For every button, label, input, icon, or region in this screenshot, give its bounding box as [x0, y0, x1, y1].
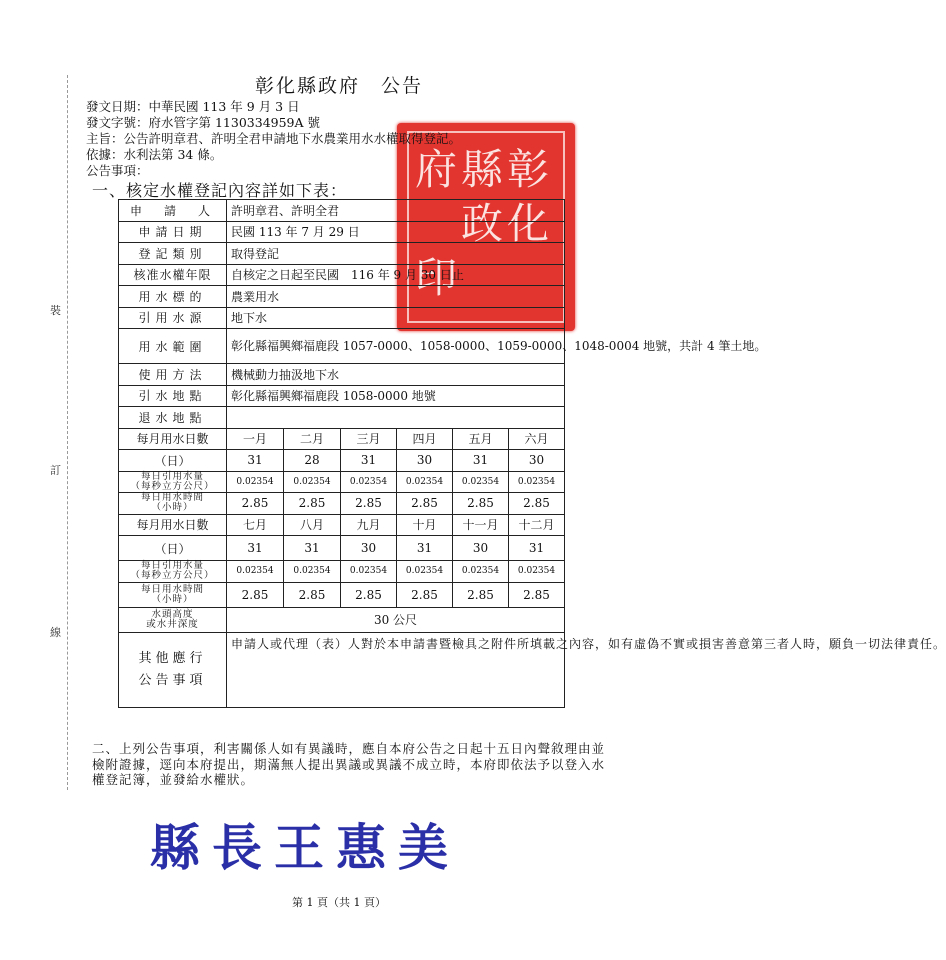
hours-cell: 2.85 — [341, 582, 397, 607]
hours-cell: 2.85 — [284, 493, 341, 515]
well-depth-label-line1: 水頭高度 — [151, 608, 194, 620]
hours-label-line1: 每日用水時間 — [140, 492, 204, 504]
month-cell: 十月 — [397, 514, 453, 536]
row-label: 登記類別 — [119, 243, 227, 265]
announcement-matters-label: 公告事項： — [86, 163, 149, 178]
days-unit: （日） — [119, 450, 227, 472]
table-row — [119, 536, 565, 561]
table-row — [119, 221, 565, 243]
table-row — [119, 471, 565, 493]
other-matters-value: 申請人或代理（表）人對於本申請書暨檢具之附件所填載之內容，如有虛偽不實或損害善意第三者人時，願負一切法律責任。 — [227, 632, 565, 707]
other-matters-label — [119, 632, 227, 707]
table-row — [119, 428, 565, 450]
flow-label-line2: （每秒立方公尺） — [130, 570, 215, 582]
hours-label — [119, 493, 227, 515]
table-row — [119, 632, 565, 707]
hours-cell: 2.85 — [227, 493, 284, 515]
month-cell: 一月 — [227, 428, 284, 450]
row-label: 引用水源 — [119, 307, 227, 329]
table-row — [119, 307, 565, 329]
table-row — [119, 450, 565, 472]
table-row — [119, 264, 565, 286]
document-title: 彰化縣政府 公告 — [254, 75, 423, 97]
water-use-purpose-value: 農業用水 — [227, 286, 565, 308]
row-label: 退水地點 — [119, 407, 227, 429]
month-cell: 五月 — [453, 428, 509, 450]
official-seal-stamp: 彰 化 縣 政 府 印 — [397, 123, 575, 331]
days-label: 每月用水日數 — [119, 514, 227, 536]
flow-cell: 0.02354 — [227, 471, 284, 493]
binding-char-ding: 訂 — [50, 464, 61, 477]
legal-basis: 依據：水利法第 34 條。 — [86, 147, 223, 162]
registration-type-value: 取得登記 — [227, 243, 565, 265]
flow-cell: 0.02354 — [509, 561, 565, 583]
flow-cell: 0.02354 — [284, 561, 341, 583]
hours-label-line1: 每日用水時間 — [140, 583, 204, 595]
row-label: 引水地點 — [119, 385, 227, 407]
flow-cell: 0.02354 — [341, 561, 397, 583]
hours-label — [119, 582, 227, 607]
table-row — [119, 200, 565, 222]
table-row — [119, 561, 565, 583]
flow-cell: 0.02354 — [509, 471, 565, 493]
row-label: 用水範圍 — [119, 329, 227, 364]
flow-cell: 0.02354 — [227, 561, 284, 583]
table-row — [119, 243, 565, 265]
section-1-heading: 一、核定水權登記內容詳如下表： — [92, 181, 348, 200]
binding-char-xian: 線 — [50, 626, 61, 639]
water-rights-table — [118, 199, 946, 708]
table-row — [119, 514, 565, 536]
applicant-value: 許明章君、許明全君 — [227, 200, 565, 222]
month-cell: 九月 — [341, 514, 397, 536]
table-row — [119, 493, 565, 515]
days-cell: 30 — [509, 450, 565, 472]
days-label: 每月用水日數 — [119, 428, 227, 450]
hours-cell: 2.85 — [509, 493, 565, 515]
flow-cell: 0.02354 — [397, 471, 453, 493]
days-cell: 28 — [284, 450, 341, 472]
subject-line: 主旨：公告許明章君、許明全君申請地下水農業用水水權取得登記。 — [86, 131, 462, 146]
table-row — [119, 364, 565, 386]
row-label: 用水標的 — [119, 286, 227, 308]
intake-location-value: 彰化縣福興鄉福鹿段 1058-0000 地號 — [227, 385, 565, 407]
flow-cell: 0.02354 — [397, 561, 453, 583]
hours-label-line2: （小時） — [151, 502, 194, 514]
row-label: 申請日期 — [119, 221, 227, 243]
month-cell: 十二月 — [509, 514, 565, 536]
month-cell: 二月 — [284, 428, 341, 450]
hours-cell: 2.85 — [341, 493, 397, 515]
flow-label — [119, 561, 227, 583]
flow-label — [119, 471, 227, 493]
flow-cell: 0.02354 — [453, 561, 509, 583]
hours-cell: 2.85 — [284, 582, 341, 607]
month-cell: 八月 — [284, 514, 341, 536]
discharge-location-value — [227, 407, 565, 429]
table-row — [119, 329, 565, 364]
issue-date: 發文日期：中華民國 113 年 9 月 3 日 — [86, 99, 300, 114]
days-cell: 31 — [341, 450, 397, 472]
usage-method-value: 機械動力抽汲地下水 — [227, 364, 565, 386]
binding-margin-line — [67, 75, 68, 790]
days-cell: 30 — [397, 450, 453, 472]
page-footer: 第 1 頁（共 1 頁） — [292, 896, 386, 909]
days-cell: 31 — [509, 536, 565, 561]
days-cell: 31 — [227, 536, 284, 561]
table-row — [119, 582, 565, 607]
days-cell: 31 — [284, 536, 341, 561]
flow-label-line1: 每日引用水量 — [140, 470, 204, 482]
table-row — [119, 407, 565, 429]
days-cell: 30 — [453, 536, 509, 561]
month-cell: 七月 — [227, 514, 284, 536]
water-use-area-value: 彰化縣福興鄉福鹿段 1057-0000、1058-0000、1059-0000、1048-0004 地號，共計 4 筆土地。 — [227, 329, 565, 364]
month-cell: 四月 — [397, 428, 453, 450]
approval-period-value: 自核定之日起至民國 116 年 9 月 30 日止 — [227, 264, 565, 286]
binding-char-zhuang: 裝 — [50, 304, 61, 317]
flow-cell: 0.02354 — [453, 471, 509, 493]
other-matters-label-line2: 公告事項 — [138, 672, 207, 688]
magistrate-signature: 縣長王惠美 — [150, 818, 460, 877]
month-cell: 十一月 — [453, 514, 509, 536]
hours-cell: 2.85 — [509, 582, 565, 607]
days-cell: 31 — [227, 450, 284, 472]
well-depth-value: 30 公尺 — [227, 607, 565, 632]
flow-label-line2: （每秒立方公尺） — [130, 480, 215, 492]
hours-cell: 2.85 — [453, 582, 509, 607]
hours-cell: 2.85 — [397, 493, 453, 515]
table-row — [119, 385, 565, 407]
row-label: 申 請 人 — [119, 200, 227, 222]
days-unit: （日） — [119, 536, 227, 561]
row-label: 核准水權年限 — [119, 264, 227, 286]
flow-cell: 0.02354 — [341, 471, 397, 493]
other-matters-label-line1: 其他應行 — [138, 650, 207, 666]
days-cell: 30 — [341, 536, 397, 561]
hours-label-line2: （小時） — [151, 593, 194, 605]
hours-cell: 2.85 — [397, 582, 453, 607]
water-source-value: 地下水 — [227, 307, 565, 329]
table-row — [119, 286, 565, 308]
application-date-value: 民國 113 年 7 月 29 日 — [227, 221, 565, 243]
section-2-text: 二、上列公告事項，利害關係人如有異議時，應自本府公告之日起十五日內聲敘理由並檢附證據，逕向本府提出，期滿無人提出異議或異議不成立時，本府即依法予以登入水權登記簿，並發給水權狀。 — [92, 741, 606, 787]
document-number: 發文字號：府水管字第 1130334959A 號 — [86, 115, 321, 130]
flow-cell: 0.02354 — [284, 471, 341, 493]
hours-cell: 2.85 — [227, 582, 284, 607]
month-cell: 三月 — [341, 428, 397, 450]
flow-label-line1: 每日引用水量 — [140, 560, 204, 572]
days-cell: 31 — [453, 450, 509, 472]
hours-cell: 2.85 — [453, 493, 509, 515]
table-row — [119, 607, 565, 632]
month-cell: 六月 — [509, 428, 565, 450]
well-depth-label — [119, 607, 227, 632]
well-depth-label-line2: 或水井深度 — [146, 618, 199, 630]
row-label: 使用方法 — [119, 364, 227, 386]
days-cell: 31 — [397, 536, 453, 561]
